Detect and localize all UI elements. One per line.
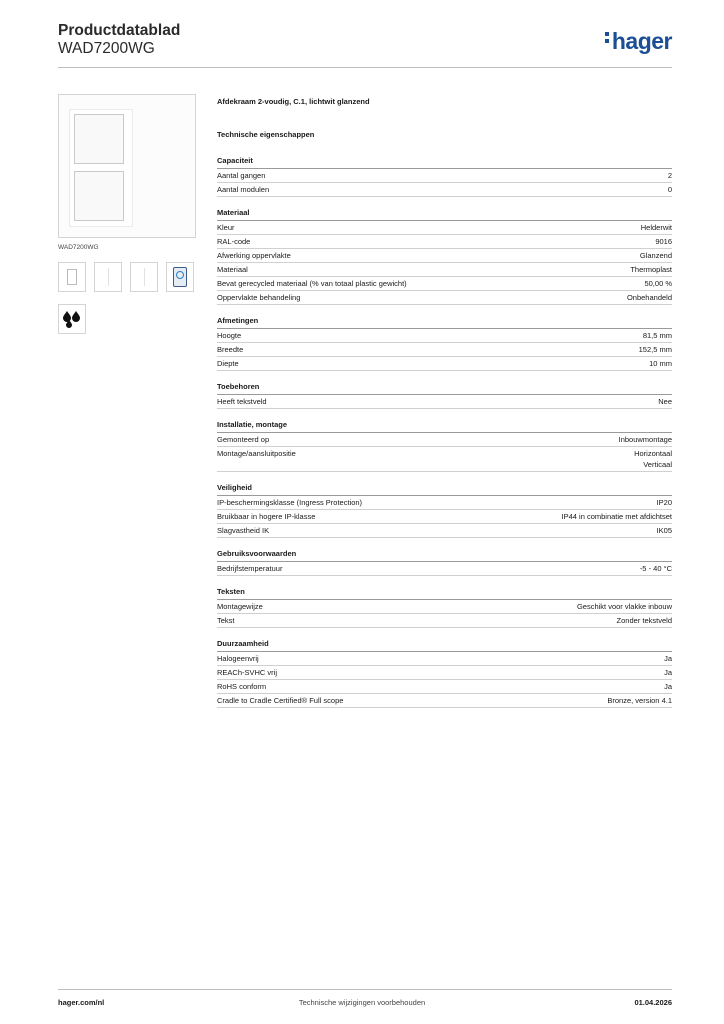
property-label: Bruikbaar in hogere IP-klasse: [217, 512, 316, 521]
side-view-thumbnail-icon: [108, 268, 109, 286]
property-label: Aantal gangen: [217, 171, 266, 180]
group-title: Teksten: [217, 587, 672, 600]
property-value: 9016: [655, 237, 672, 246]
thumbnail-certificate[interactable]: [166, 262, 194, 292]
property-value: Geschikt voor vlakke inbouw: [576, 602, 672, 611]
footer-divider: [58, 989, 672, 990]
property-row: [217, 183, 672, 197]
property-label: Halogeenvrij: [217, 654, 259, 663]
property-label: Bedrijfstemperatuur: [217, 564, 283, 573]
property-row: [217, 524, 672, 538]
logo-dots-icon: [605, 32, 610, 46]
property-value: Zonder tekstveld: [616, 616, 672, 625]
property-row: [217, 694, 672, 708]
property-value: Ja: [664, 668, 672, 677]
property-value: IP44 in combinatie met afdichtset: [561, 512, 672, 521]
property-group: [217, 382, 672, 409]
header-divider: [58, 67, 672, 68]
product-code: WAD7200WG: [58, 40, 155, 57]
properties-list: [217, 156, 672, 719]
property-row: [217, 510, 672, 524]
property-label: Afwerking oppervlakte: [217, 251, 291, 260]
property-row: [217, 496, 672, 510]
property-value: Horizontaal Verticaal: [634, 449, 672, 469]
property-label: Hoogte: [217, 331, 242, 340]
group-title: Toebehoren: [217, 382, 672, 395]
property-row: [217, 600, 672, 614]
property-group: [217, 208, 672, 305]
logo-text: hager: [611, 28, 672, 54]
property-value: IP20: [656, 498, 672, 507]
property-label: Kleur: [217, 223, 235, 232]
property-value: Helderwit: [640, 223, 672, 232]
property-row: [217, 395, 672, 409]
property-row: [217, 433, 672, 447]
property-row: [217, 329, 672, 343]
property-value: Ja: [664, 682, 672, 691]
image-caption: WAD7200WG: [58, 244, 99, 251]
property-group: [217, 156, 672, 197]
footer-website-link[interactable]: hager.com/nl: [58, 998, 105, 1007]
property-row: [217, 680, 672, 694]
property-group: [217, 420, 672, 472]
property-value: Bronze, version 4.1: [607, 696, 672, 705]
water-drops-icon: [62, 310, 82, 328]
property-label: Gemonteerd op: [217, 435, 270, 444]
cradle-to-cradle-certificate-icon: [173, 267, 187, 287]
property-group: [217, 483, 672, 538]
property-label: RAL-code: [217, 237, 251, 246]
property-row: [217, 277, 672, 291]
property-value: Inbouwmontage: [618, 435, 672, 444]
profile-thumbnail-icon: [144, 268, 145, 286]
property-row: [217, 447, 672, 472]
property-value: -5 - 40 °C: [639, 564, 672, 573]
group-title: Gebruiksvoorwaarden: [217, 549, 672, 562]
product-description: Afdekraam 2-voudig, C.1, lichtwit glanzend: [217, 97, 370, 106]
frame-2-gang-product-image: [69, 109, 133, 227]
property-row: [217, 343, 672, 357]
property-label: Bevat gerecycled materiaal (% van totaal plastic gewicht): [217, 279, 407, 288]
group-title: Duurzaamheid: [217, 639, 672, 652]
property-row: [217, 235, 672, 249]
document-title: Productdatablad: [58, 22, 181, 39]
property-label: Montagewijze: [217, 602, 263, 611]
property-label: Oppervlakte behandeling: [217, 293, 301, 302]
property-label: Breedte: [217, 345, 244, 354]
property-value: 81,5 mm: [642, 331, 672, 340]
property-row: [217, 614, 672, 628]
frame-window-top: [74, 114, 124, 164]
property-value: IK05: [656, 526, 672, 535]
property-row: [217, 652, 672, 666]
property-value: 50,00 %: [644, 279, 672, 288]
footer-disclaimer: Technische wijzigingen voorbehouden: [298, 998, 426, 1007]
pictogram-water-drops[interactable]: [58, 304, 86, 334]
group-title: Materiaal: [217, 208, 672, 221]
property-label: Materiaal: [217, 265, 248, 274]
property-value: Thermoplast: [630, 265, 672, 274]
property-row: [217, 249, 672, 263]
group-title: Installatie, montage: [217, 420, 672, 433]
section-title: Technische eigenschappen: [217, 130, 315, 139]
property-value: 2: [667, 171, 672, 180]
group-title: Afmetingen: [217, 316, 672, 329]
property-group: [217, 587, 672, 628]
property-row: [217, 263, 672, 277]
property-row: [217, 666, 672, 680]
hager-logo[interactable]: [605, 28, 672, 55]
property-label: Diepte: [217, 359, 239, 368]
property-value: 10 mm: [649, 359, 672, 368]
property-label: IP-beschermingsklasse (Ingress Protection): [217, 498, 363, 507]
property-value: Onbehandeld: [626, 293, 672, 302]
property-value: Glanzend: [639, 251, 672, 260]
footer-date: 01.04.2026: [634, 998, 672, 1007]
product-image[interactable]: [58, 94, 196, 238]
property-group: [217, 316, 672, 371]
property-row: [217, 221, 672, 235]
property-value: 0: [667, 185, 672, 194]
property-value: 152,5 mm: [638, 345, 672, 354]
property-row: [217, 562, 672, 576]
frame-window-bottom: [74, 171, 124, 221]
property-label: Cradle to Cradle Certified® Full scope: [217, 696, 344, 705]
property-label: Tekst: [217, 616, 235, 625]
thumbnail-switch[interactable]: [58, 262, 86, 292]
property-label: Aantal modulen: [217, 185, 270, 194]
property-group: [217, 639, 672, 708]
property-value: Nee: [658, 397, 672, 406]
property-label: Montage/aansluitpositie: [217, 449, 296, 458]
thumbnail-profile[interactable]: [130, 262, 158, 292]
property-label: REACh-SVHC vrij: [217, 668, 278, 677]
property-group: [217, 549, 672, 576]
property-label: Slagvastheid IK: [217, 526, 270, 535]
property-row: [217, 357, 672, 371]
property-label: RoHS conform: [217, 682, 267, 691]
thumbnail-side-view[interactable]: [94, 262, 122, 292]
property-label: Heeft tekstveld: [217, 397, 267, 406]
switch-thumbnail-icon: [67, 269, 77, 285]
property-value: Ja: [664, 654, 672, 663]
group-title: Veiligheid: [217, 483, 672, 496]
thumbnail-strip: [58, 262, 194, 292]
property-row: [217, 291, 672, 305]
property-row: [217, 169, 672, 183]
group-title: Capaciteit: [217, 156, 672, 169]
